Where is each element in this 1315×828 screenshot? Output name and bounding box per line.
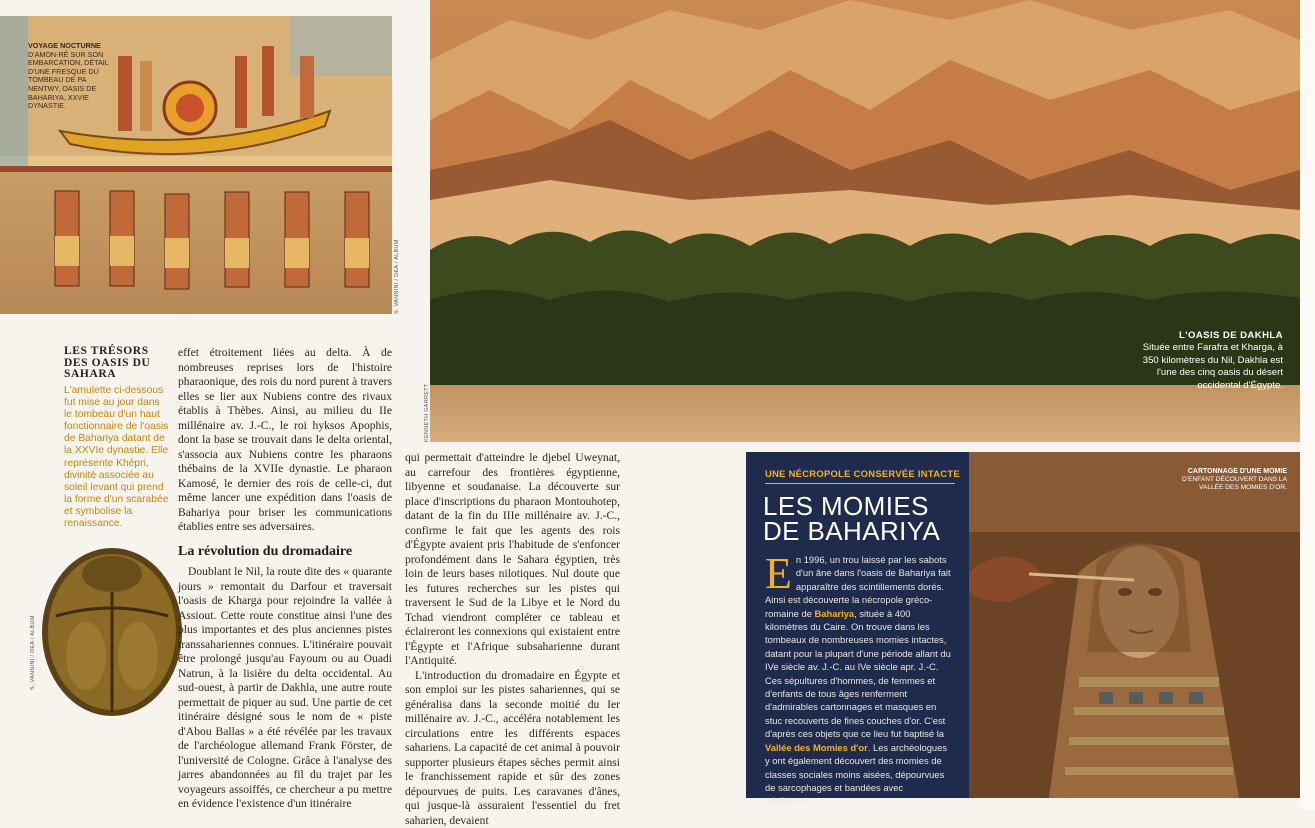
page-edge xyxy=(1300,0,1315,810)
panel-highlight-vallee: Vallée des Momies d'or xyxy=(765,742,868,753)
article-column-2 xyxy=(405,451,620,828)
mummy-caption xyxy=(1167,468,1287,492)
sidebar-title: LES TRÉSORS DES OASIS DU SAHARA xyxy=(64,346,164,381)
mummy-caption-body: D'ENFANT DÉCOUVERT DANS LA VALLÉE DES MOMIES D'OR. xyxy=(1182,476,1287,491)
panel-text-c: . Les archéologues y ont également découvert des momies de classes sociales moins aisées, dépourvues de sarcophages et bandées avec négligence. xyxy=(765,742,947,807)
mummy-caption-title: CARTONNAGE D'UNE MOMIE xyxy=(1167,468,1287,476)
panel-dropcap: E xyxy=(765,555,792,593)
dakhla-caption-body: Située entre Farafra et Kharga, à 350 kilomètres du Nil, Dakhla est l'une des cinq oasis du désert occidental d'Égypte. xyxy=(1143,342,1283,390)
column2-paragraph-2: L'introduction du dromadaire en Égypte et son emploi sur les pistes sahariennes, qui se généralisa dans la seconde moitié du Ier millénaire av. J.-C., accéléra notablement les circulations entre les différents espaces sahariens. La capacité de cet animal à pouvoir supporter plusieurs étapes sèches permit ainsi le franchissement rapide et sûr des zones dépourvues de puits. Les caravanes d'ânes, qui jusque-là assuraient l'essentiel du fret saharien, devaient xyxy=(405,669,620,828)
article-column-1 xyxy=(178,346,392,812)
fresco-caption-title: VOYAGE NOCTURNE xyxy=(28,42,120,51)
panel-text-b: , située à 400 kilomètres du Caire. On trouve dans les tombeaux de nombreuses momies intactes, datant pour la plupart d'une période allant du IVe siècle av. J.-C. au IVe siècle apr. J.-C. Ces sépultures d'hommes, de femmes et d'enfants de tous âges renferment d'admirables cartonnages et masques en stuc recouverts de fines couches d'or. C'est d'après ces objets que ce lieu fut baptisé la xyxy=(765,608,951,740)
panel-highlight-bahariya: Bahariya xyxy=(815,608,855,619)
panel-text xyxy=(765,553,951,808)
column1-paragraph-2: Doublant le Nil, la route dite des « quarante jours » remontait du Darfour et traversait l'oasis de Kharga pour rejoindre la vallée à Assiout. Cette route constitue ainsi l'une des plus importantes et des plus anciennes pistes transsahariennes connues. L'itinéraire pouvait être prolongé jusqu'au Fayoum ou au Ouadi Natrun, à la lisière du delta occidental. Au sud-ouest, à partir de Dakhla, une autre route permettait de piquer au sud. Une partie de cet itinéraire désigné sous le nom de « piste d'Abou Ballas » a été révélée par les travaux de l'archéologue allemand Frank Förster, de l'université de Cologne. Grâce à l'analyse des jarres abandonnées au fil du trajet par les voyageurs assoiffés, ce chercheur a pu mettre en évidence l'existence d'un itinéraire xyxy=(178,565,392,812)
fresco-credit: S. VANNINI / DEA / ALBUM xyxy=(394,239,400,314)
column2-paragraph-1: qui permettait d'atteindre le djebel Uweynat, au carrefour des frontières égyptienne, libyenne et soudanaise. La découverte sur place d'inscriptions du pharaon Montouhotep, datant de la fin du IIIe millénaire av. J.-C., confirme le fait que les agents des rois d'Égypte avaient pris l'habitude de s'enfoncer profondément dans le Sahara égyptien, très loin de leurs bases nilotiques. Nul doute que les futures recherches sur les pistes qui traversent le Sud de la Libye et le Nord du Tchad viendront compléter ce tableau et éclaireront les connexions qui existaient entre l'Égypte et l'Afrique subsaharienne durant l'Antiquité. xyxy=(405,451,620,669)
panel-kicker: UNE NÉCROPOLE CONSERVÉE INTACTE xyxy=(765,468,960,479)
sidebar-body: L'amulette ci-dessous fut mise au jour dans le tombeau d'un haut fonctionnaire de l'oasis de Bahariya datant de la XXVIe dynastie. Elle représente Khépri, divinité associée au soleil levant qui prend la forme d'un scarabée et symbolise la renaissance. xyxy=(64,385,170,530)
column1-paragraph-1: effet étroitement liées au delta. À de nombreuses reprises lors de l'histoire pharaonique, des rois du nord purent à travers elles se lier aux Nubiens contre des rivaux établis à Thèbes. Ainsi, au milieu du IIe millénaire av. J.-C., le roi hyksos Apophis, dont la base se trouvait dans le delta oriental, s'associa aux Nubiens contre les pharaons thébains de la XVIIe dynastie. Le pharaon Kamosé, le dernier des rois de celle-ci, dut même lancer une expédition dans l'oasis de Bahariya pour briser les communications établies entre ses adversaires. xyxy=(178,346,392,535)
dakhla-credit: KENNETH GARRETT xyxy=(424,383,430,442)
panel-divider xyxy=(765,483,955,484)
fresco-caption-body: D'AMON-RÊ SUR SON EMBARCATION, DÉTAIL D'UNE FRESQUE DU TOMBEAU DE PA NENTWY, OASIS DE BAHARIYA, XXVIE DYNASTIE. xyxy=(28,50,109,111)
panel-text-a: n 1996, un trou laissé par les sabots d'un âne dans l'oasis de Bahariya fait apparaître des scintillements dorés. Ainsi est découverte la nécropole gréco-romaine de xyxy=(765,554,951,619)
section-heading: La révolution du dromadaire xyxy=(178,545,392,560)
scarab-credit: S. VANNINI / DEA / ALBUM xyxy=(30,615,36,690)
dakhla-caption xyxy=(1133,330,1283,392)
panel-title: LES MOMIES DE BAHARIYA xyxy=(763,494,963,544)
mummy-cartonnage-photo xyxy=(969,452,1300,798)
scarab-amulet-image xyxy=(36,536,188,720)
fresco-caption xyxy=(28,42,120,111)
dakhla-caption-title: L'OASIS DE DAKHLA xyxy=(1133,330,1283,342)
